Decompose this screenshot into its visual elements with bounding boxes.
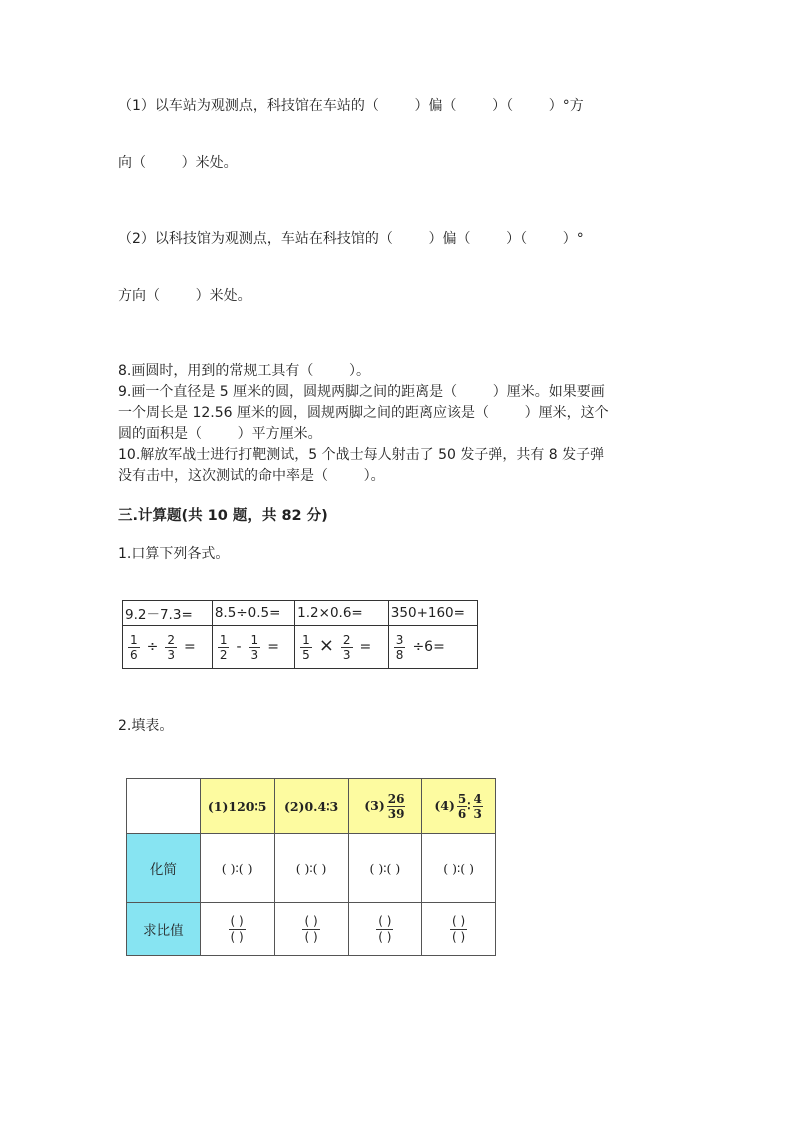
question-10-line1: 10.解放军战士进行打靶测试，5 个战士每人射击了 50 发子弹，共有 8 发子弹 bbox=[118, 447, 605, 463]
table-cell: $\frac{1}{2}$ - $\frac{1}{3}$ = bbox=[212, 626, 294, 669]
table-cell: 8.5÷0.5= bbox=[212, 601, 294, 626]
fraction: $\frac{1}{2}$ bbox=[219, 632, 228, 662]
table-corner-cell bbox=[127, 779, 201, 834]
fraction: $\frac{( )}{( )}$ bbox=[378, 914, 392, 944]
q7-part2-line1: （2）以科技馆为观测点，车站在科技馆的（ ）偏（ ）（ ）° bbox=[118, 231, 584, 247]
question-9-line3: 圆的面积是（ ）平方厘米。 bbox=[118, 426, 322, 442]
table-cell: $\frac{1}{6}$ ÷ $\frac{2}{3}$ = bbox=[123, 626, 213, 669]
question-9-line1: 9.画一个直径是 5 厘米的圆，圆规两脚之间的距离是（ ）厘米。如果要画 bbox=[118, 384, 605, 400]
calc-2-label: 2.填表。 bbox=[118, 718, 174, 734]
fraction: $\frac{1}{5}$ bbox=[302, 632, 310, 662]
question-10-line2: 没有击中，这次测试的命中率是（ ）。 bbox=[118, 468, 385, 484]
fraction: $\frac{4}{3}$ bbox=[473, 791, 482, 821]
question-9-line2: 一个周长是 12.56 厘米的圆，圆规两脚之间的距离应该是（ ）厘米，这个 bbox=[118, 405, 609, 421]
fraction: $\frac{1}{6}$ bbox=[130, 632, 138, 662]
table-row bbox=[123, 626, 478, 669]
ratio-header-3: (3) $\frac{26}{39}$ bbox=[348, 779, 422, 834]
q7-part2-line2: 方向（ ）米处。 bbox=[118, 288, 252, 304]
table-cell: 350+160= bbox=[388, 601, 477, 626]
table-row bbox=[123, 601, 478, 626]
ratio-table bbox=[126, 778, 496, 956]
ratio-value-cell bbox=[274, 903, 348, 956]
simplify-answer-cell: ( )∶( ) bbox=[274, 834, 348, 903]
simplify-answer-cell: ( )∶( ) bbox=[200, 834, 274, 903]
calc-1-label: 1.口算下列各式。 bbox=[118, 546, 230, 562]
fraction: $\frac{( )}{( )}$ bbox=[452, 914, 466, 944]
ratio-value-cell bbox=[200, 903, 274, 956]
table-row bbox=[127, 903, 496, 956]
fraction: $\frac{( )}{( )}$ bbox=[230, 914, 244, 944]
ratio-value-cell bbox=[422, 903, 496, 956]
fraction: $\frac{2}{3}$ bbox=[167, 632, 176, 662]
fraction: $\frac{( )}{( )}$ bbox=[304, 914, 318, 944]
fraction: $\frac{26}{39}$ bbox=[387, 791, 405, 821]
table-cell: 1.2×0.6= bbox=[295, 601, 389, 626]
question-8: 8.画圆时，用到的常规工具有（ ）。 bbox=[118, 363, 370, 379]
table-cell: $\frac{1}{5}$ × $\frac{2}{3}$ = bbox=[295, 626, 389, 669]
fraction: $\frac{1}{3}$ bbox=[250, 632, 259, 662]
q7-part1-line1: （1）以车站为观测点，科技馆在车站的（ ）偏（ ）（ ）°方 bbox=[118, 98, 584, 114]
section-3-heading: 三.计算题(共 10 题，共 82 分) bbox=[118, 508, 328, 524]
q7-part1-line2: 向（ ）米处。 bbox=[118, 155, 238, 171]
ratio-value-cell bbox=[348, 903, 422, 956]
fraction: $\frac{3}{8}$ bbox=[395, 632, 404, 662]
mental-math-table bbox=[122, 600, 478, 669]
simplify-answer-cell: ( )∶( ) bbox=[422, 834, 496, 903]
ratio-header-1: (1)120∶5 bbox=[200, 779, 274, 834]
row-label-simplify: 化简 bbox=[127, 834, 201, 903]
table-row bbox=[127, 834, 496, 903]
row-label-ratio-value: 求比值 bbox=[127, 903, 201, 956]
table-cell: 9.2－7.3= bbox=[123, 601, 213, 626]
table-cell: $\frac{3}{8}$ ÷6= bbox=[388, 626, 477, 669]
table-row bbox=[127, 779, 496, 834]
ratio-header-2: (2)0.4∶3 bbox=[274, 779, 348, 834]
fraction: $\frac{2}{3}$ bbox=[342, 632, 351, 662]
fraction: $\frac{5}{6}$ bbox=[457, 791, 467, 821]
ratio-header-4: (4) $\frac{5}{6}$ ∶ $\frac{4}{3}$ bbox=[422, 779, 496, 834]
simplify-answer-cell: ( )∶( ) bbox=[348, 834, 422, 903]
